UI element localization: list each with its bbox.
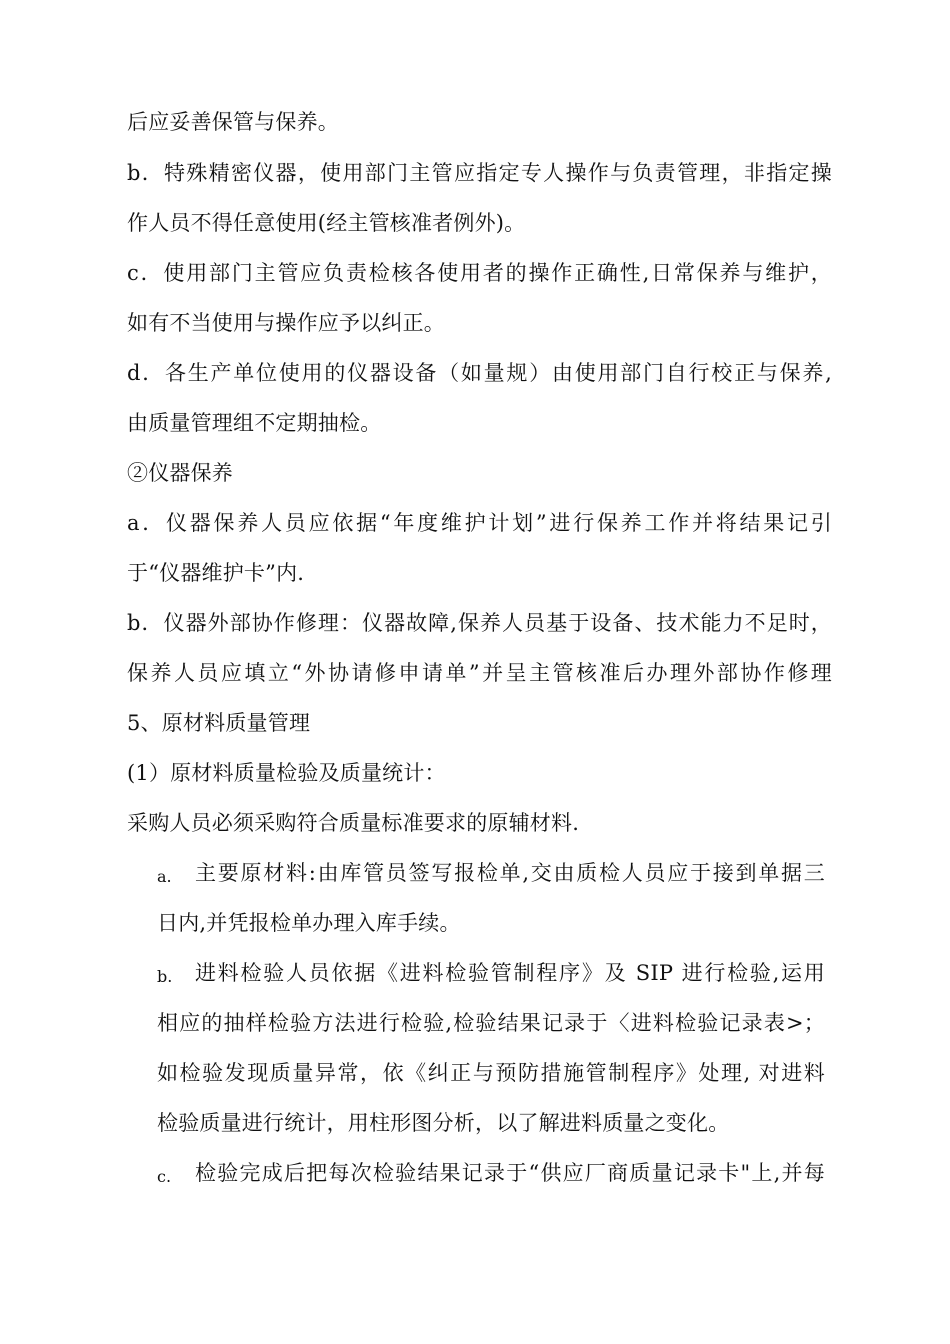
text-line: b．仪器外部协作修理：仪器故障,保养人员基于设备、技术能力不足时，	[127, 611, 832, 635]
section-heading: ②仪器保养	[127, 461, 233, 485]
list-item-text: 进料检验人员依据《进料检验管制程序》及 SIP 进行检验,运用	[195, 961, 825, 985]
text-line: 采购人员必须采购符合质量标准要求的原辅材料.	[127, 811, 580, 835]
text-line: 于“仪器维护卡”内.	[127, 561, 305, 585]
list-item-text: 检验质量进行统计，用柱形图分析，以了解进料质量之变化。	[157, 1111, 730, 1135]
list-item-marker: a.	[157, 867, 172, 886]
section-heading: 5、原材料质量管理	[127, 711, 311, 735]
text-line: 后应妥善保管与保养。	[127, 110, 339, 134]
text-line: a．仪器保养人员应依据“年度维护计划”进行保养工作并将结果记引	[127, 511, 832, 535]
list-item-text: 主要原材料:由库管员签写报检单,交由质检人员应于接到单据三	[195, 861, 825, 885]
text-line: c．使用部门主管应负责检核各使用者的操作正确性,日常保养与维护，	[127, 261, 832, 285]
text-line: d．各生产单位使用的仪器设备（如量规）由使用部门自行校正与保养,	[127, 361, 832, 385]
list-item-marker: c.	[157, 1167, 172, 1186]
list-item-marker: b.	[157, 967, 173, 986]
list-item-text: 日内,并凭报检单办理入库手续。	[157, 911, 461, 935]
list-item-text: 检验完成后把每次检验结果记录于“供应厂商质量记录卡"上,并每	[195, 1161, 825, 1185]
list-item-text: 相应的抽样检验方法进行检验,检验结果记录于〈进料检验记录表>；	[157, 1011, 825, 1035]
text-line: 保养人员应填立“外协请修申请单”并呈主管核准后办理外部协作修理	[127, 661, 832, 685]
text-line: b．特殊精密仪器，使用部门主管应指定专人操作与负责管理，非指定操	[127, 161, 832, 185]
text-line: 如有不当使用与操作应予以纠正。	[127, 311, 445, 335]
text-line: 由质量管理组不定期抽检。	[127, 411, 382, 435]
text-line: 作人员不得任意使用(经主管核准者例外)。	[127, 211, 526, 235]
list-item-text: 如检验发现质量异常，依《纠正与预防措施管制程序》处理, 对进料	[157, 1061, 825, 1085]
subsection-heading: (1）原材料质量检验及质量统计：	[127, 761, 446, 785]
